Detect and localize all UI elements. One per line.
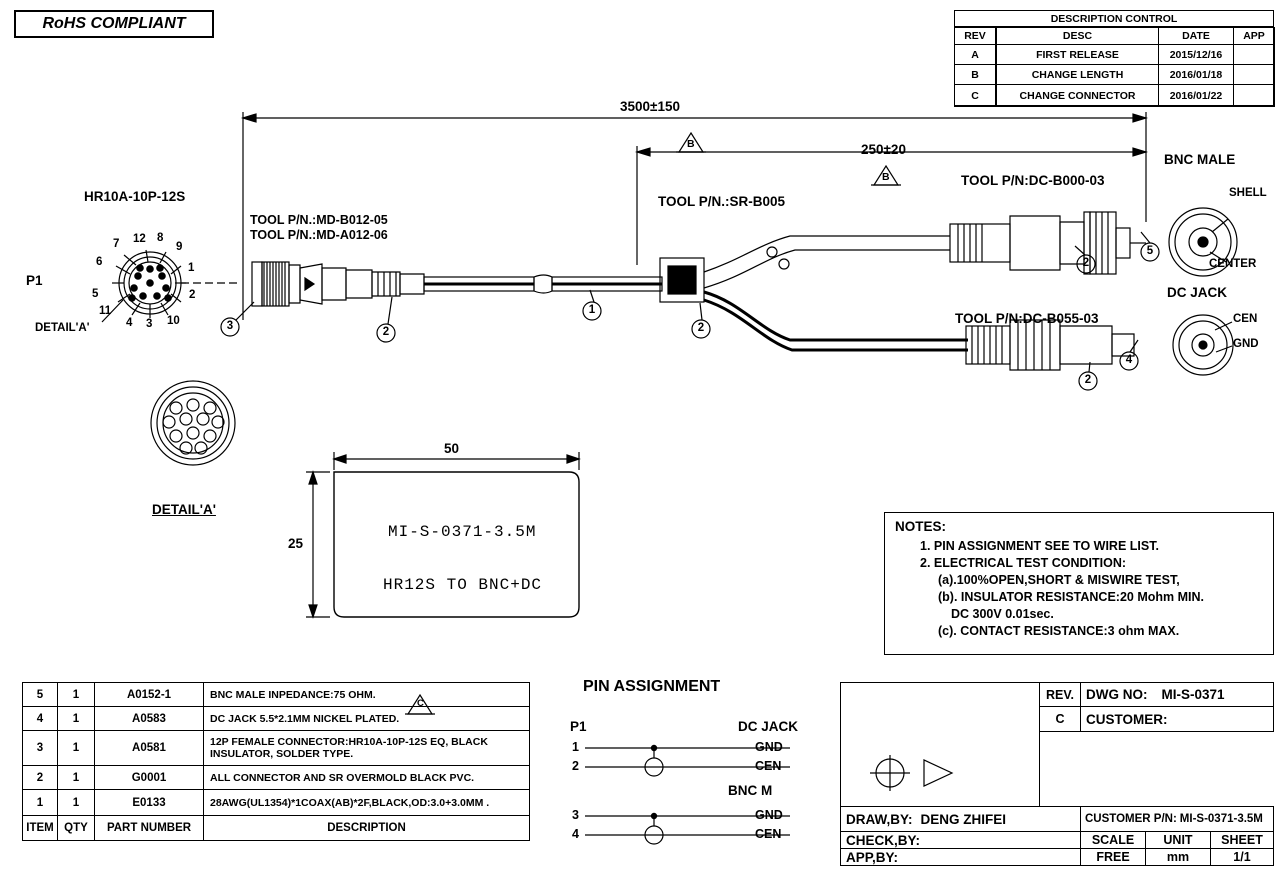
balloon-2: 2 — [382, 326, 390, 338]
label-width-dim: 50 — [444, 441, 460, 456]
bom-part-number: A0583 — [94, 706, 204, 731]
revision-header-desc: DESC — [996, 27, 1159, 45]
revision-header-rev: REV — [954, 27, 996, 45]
unit-label-cell: UNIT — [1145, 831, 1211, 849]
revision-table-title: DESCRIPTION CONTROL — [954, 10, 1274, 27]
unit-value-cell: mm — [1145, 848, 1211, 866]
bom-description: 28AWG(UL1354)*1COAX(AB)*2F,BLACK,OD:3.0+3.0MM . — [203, 789, 530, 816]
revision-row-rev: C — [954, 84, 996, 107]
check-by-cell: CHECK,BY: — [840, 831, 1081, 849]
bom-header-part-number: PART NUMBER — [94, 815, 204, 841]
dc-jack-label: DC JACK — [1167, 285, 1228, 300]
pin-num-9: 9 — [176, 241, 183, 253]
pin-num-10: 10 — [167, 315, 180, 327]
balloon-2: 2 — [1082, 257, 1090, 269]
bom-header-qty: QTY — [57, 815, 95, 841]
revision-header-app: APP — [1233, 27, 1275, 45]
notes-box — [884, 512, 1274, 655]
notes-item-2: 2. ELECTRICAL TEST CONDITION: — [920, 556, 1127, 570]
pin-num-4: 4 — [126, 317, 133, 329]
detail-a-callout: DETAIL'A' — [35, 322, 90, 334]
app-by-cell: APP,BY: — [840, 848, 1081, 866]
pin-assignment-pin: 3 — [572, 808, 579, 822]
bom-qty: 1 — [57, 682, 95, 707]
label-text-line1: MI-S-0371-3.5M — [388, 523, 537, 541]
connector-type-label: HR10A-10P-12S — [84, 189, 186, 204]
pin-num-7: 7 — [113, 238, 120, 250]
pin-assignment-signal: GND — [755, 808, 783, 822]
tool-pn-sr-b005: TOOL P/N.:SR-B005 — [658, 194, 786, 209]
bom-description: BNC MALE INPEDANCE:75 OHM. — [203, 682, 530, 707]
bom-qty: 1 — [57, 706, 95, 731]
balloon-4: 4 — [1125, 354, 1133, 366]
sheet-label-cell: SHEET — [1210, 831, 1274, 849]
bom-item: 2 — [22, 765, 58, 790]
detail-a-title: DETAIL'A' — [152, 502, 216, 517]
title-block — [840, 682, 1274, 866]
notes-title: NOTES: — [895, 519, 947, 534]
notes-item-2b: (b). INSULATOR RESISTANCE:20 Mohm MIN. — [938, 590, 1204, 604]
projection-symbol-cell — [840, 682, 1040, 807]
dimension-total: 3500±150 — [620, 99, 680, 114]
dwg-no-cell: DWG NO: MI-S-0371 — [1080, 682, 1274, 707]
bom-table — [22, 682, 530, 855]
bom-header-description: DESCRIPTION — [203, 815, 530, 841]
bom-qty: 1 — [57, 789, 95, 816]
tool-pn-md-a012: TOOL P/N.:MD-A012-06 — [250, 228, 388, 242]
bom-part-number: E0133 — [94, 789, 204, 816]
pin-num-1: 1 — [188, 262, 195, 274]
revision-row-date: 2016/01/22 — [1158, 84, 1234, 107]
pin-num-11: 11 — [99, 305, 112, 317]
bnc-center-label: CENTER — [1209, 258, 1257, 270]
dc-gnd-label: GND — [1233, 338, 1259, 350]
scale-label-cell: SCALE — [1080, 831, 1146, 849]
revision-row-date: 2016/01/18 — [1158, 64, 1234, 85]
balloon-2: 2 — [697, 322, 705, 334]
sheet-value-cell: 1/1 — [1210, 848, 1274, 866]
revision-row-rev: A — [954, 44, 996, 65]
dimension-branch: 250±20 — [861, 142, 906, 157]
pin-num-8: 8 — [157, 232, 164, 244]
revision-row-desc: CHANGE CONNECTOR — [996, 84, 1159, 107]
revision-row-date: 2015/12/16 — [1158, 44, 1234, 65]
balloon-1: 1 — [588, 304, 596, 316]
dc-cen-label: CEN — [1233, 313, 1258, 325]
pin-assignment-signal: GND — [755, 740, 783, 754]
pin-num-5: 5 — [92, 288, 99, 300]
tool-pn-dc-b000: TOOL P/N:DC-B000-03 — [961, 173, 1105, 188]
bom-qty: 1 — [57, 730, 95, 766]
flag-b-1: B — [687, 138, 695, 150]
balloon-2: 2 — [1084, 374, 1092, 386]
balloon-3: 3 — [226, 320, 234, 332]
revision-header-date: DATE — [1158, 27, 1234, 45]
tool-pn-md-b012: TOOL P/N.:MD-B012-05 — [250, 213, 388, 227]
pin-assignment-pin: 2 — [572, 759, 579, 773]
notes-item-2c: (c). CONTACT RESISTANCE:3 ohm MAX. — [938, 624, 1180, 638]
pin-assignment-pin: 4 — [572, 827, 579, 841]
pin-assignment-pin: 1 — [572, 740, 579, 754]
bnc-shell-label: SHELL — [1229, 187, 1267, 199]
notes-item-2a: (a).100%OPEN,SHORT & MISWIRE TEST, — [938, 573, 1180, 587]
pin-num-6: 6 — [96, 256, 103, 268]
bom-description: 12P FEMALE CONNECTOR:HR10A-10P-12S EQ, BLACK INSULATOR, SOLDER TYPE. — [203, 730, 530, 766]
pin-assignment-signal: CEN — [755, 759, 782, 773]
bnc-male-label: BNC MALE — [1164, 152, 1236, 167]
bom-part-number: G0001 — [94, 765, 204, 790]
label-text-line2: HR12S TO BNC+DC — [383, 576, 543, 594]
scale-value-cell: FREE — [1080, 848, 1146, 866]
bom-header-item: ITEM — [22, 815, 58, 841]
pin-assignment-signal: CEN — [755, 827, 782, 841]
pin-num-3: 3 — [146, 318, 153, 330]
draw-by-cell: DRAW,BY: DENG ZHIFEI — [840, 806, 1081, 832]
balloon-5: 5 — [1146, 245, 1154, 257]
revision-row-desc: FIRST RELEASE — [996, 44, 1159, 65]
pin-num-12: 12 — [133, 233, 146, 245]
rev-value-cell: C — [1039, 706, 1081, 732]
pin-assignment-title: PIN ASSIGNMENT — [583, 678, 721, 695]
pin-assignment-bnc-header: BNC M — [728, 783, 773, 798]
p1-label: P1 — [26, 273, 43, 288]
revision-row-desc: CHANGE LENGTH — [996, 64, 1159, 85]
customer-pn-cell: CUSTOMER P/N: MI-S-0371-3.5M — [1080, 806, 1274, 832]
bom-part-number: A0581 — [94, 730, 204, 766]
label-height-dim: 25 — [288, 536, 304, 551]
rev-label-cell: REV. — [1039, 682, 1081, 707]
bom-flag-c: C — [417, 698, 424, 709]
pin-assignment-left-header: P1 — [570, 719, 587, 734]
bom-item: 1 — [22, 789, 58, 816]
bom-description: DC JACK 5.5*2.1MM NICKEL PLATED. — [203, 706, 530, 731]
pin-assignment-dc-header: DC JACK — [738, 719, 799, 734]
rohs-label: RoHS COMPLIANT — [42, 15, 186, 32]
bom-item: 5 — [22, 682, 58, 707]
bom-item: 4 — [22, 706, 58, 731]
bom-qty: 1 — [57, 765, 95, 790]
notes-item-2b-cont: DC 300V 0.01sec. — [951, 607, 1054, 621]
customer-cell: CUSTOMER: — [1080, 706, 1274, 732]
notes-item-1: 1. PIN ASSIGNMENT SEE TO WIRE LIST. — [920, 539, 1159, 553]
pin-num-2: 2 — [189, 289, 196, 301]
tool-pn-dc-b055: TOOL P/N:DC-B055-03 — [955, 311, 1099, 326]
bom-part-number: A0152-1 — [94, 682, 204, 707]
bom-description: ALL CONNECTOR AND SR OVERMOLD BLACK PVC. — [203, 765, 530, 790]
flag-b-2: B — [882, 171, 890, 183]
revision-row-rev: B — [954, 64, 996, 85]
bom-item: 3 — [22, 730, 58, 766]
